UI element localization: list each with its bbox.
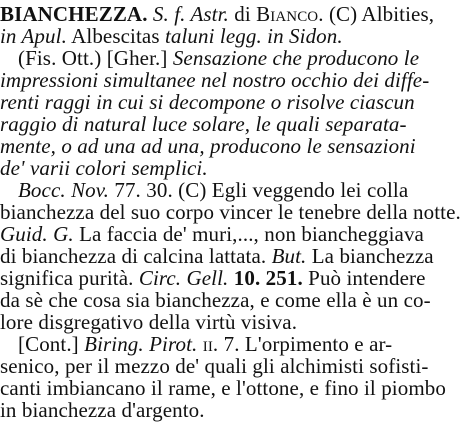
entry-line-16 — [18, 332, 392, 356]
entry-text-run: in Apul. — [0, 24, 67, 48]
entry-text-run: bianchezza del suo corpo vincer le tenebre della notte. — [0, 200, 461, 224]
entry-line-10 — [0, 200, 461, 224]
entry-text-run: Biring. Pirot. — [84, 332, 198, 356]
entry-text-run: [Cont.] — [18, 332, 85, 356]
entry-text-run: senico, per il mezzo de' quali gli alchimisti sofisti- — [0, 354, 429, 378]
entry-line-17 — [0, 354, 429, 378]
entry-text-run: Albescitas — [66, 24, 165, 48]
entry-line-12 — [0, 244, 434, 268]
entry-text-run: Guid. G. — [0, 222, 74, 246]
entry-text-run: di bianchezza di calcina lattata. — [0, 244, 272, 268]
entry-text-run: . (C) Albities, — [318, 2, 435, 26]
entry-text-run: La faccia de' muri,..., non biancheggiava — [73, 222, 424, 246]
entry-line-14 — [0, 288, 431, 312]
entry-line-13 — [0, 266, 426, 290]
entry-line-6 — [0, 112, 407, 136]
entry-text-run: 77. 30. (C) Egli veggendo lei colla — [109, 178, 409, 202]
entry-text-run: significa purità. — [0, 266, 139, 290]
entry-line-18 — [0, 376, 446, 400]
entry-line-9 — [18, 178, 408, 202]
entry-text-run: lore disgregativo della virtù visiva. — [0, 310, 298, 334]
entry-text-run: Può intendere — [302, 266, 426, 290]
entry-text-run: raggio di natural luce solare, le quali separata- — [0, 112, 407, 136]
entry-text-run: But. — [271, 244, 307, 268]
entry-text-run: S. f. Astr. — [147, 2, 229, 26]
entry-text-run: . 7. L'orpimento e ar- — [212, 332, 393, 356]
entry-line-19 — [0, 398, 205, 422]
entry-text-run: BIANCHEZZA. — [0, 2, 148, 26]
entry-text-run: (Fis. Ott.) [Gher.] — [18, 46, 173, 70]
entry-text-run: Bianco — [256, 2, 319, 26]
entry-line-2 — [0, 24, 343, 48]
entry-text-run: ii — [202, 332, 213, 356]
entry-line-7 — [0, 134, 416, 158]
entry-line-15 — [0, 310, 297, 334]
entry-line-5 — [0, 90, 415, 114]
entry-text-run: Sensazione che producono le — [172, 46, 420, 70]
entry-text-run: de' varii colori semplici. — [0, 156, 208, 180]
entry-text-run: 10. 251. — [228, 266, 303, 290]
entry-text-run: renti raggi in cui si decompone o risolve ciascun — [0, 90, 415, 114]
entry-text-run: La bianchezza — [306, 244, 434, 268]
entry-text-run: impressioni simultanee nel nostro occhio dei diffe- — [0, 68, 430, 92]
entry-line-11 — [0, 222, 424, 246]
entry-line-3 — [18, 46, 419, 70]
entry-text-run: taluni legg. in Sidon. — [164, 24, 343, 48]
entry-line-8 — [0, 156, 208, 180]
entry-line-1 — [0, 2, 470, 26]
entry-text-run: da sè che cosa sia bianchezza, e come ella è un co- — [0, 288, 431, 312]
entry-text-run: canti imbiancano il rame, e l'ottone, e fino il piombo — [0, 376, 446, 400]
entry-text-run: di — [228, 2, 257, 26]
entry-text-run: in bianchezza d'argento. — [0, 398, 205, 422]
entry-line-4 — [0, 68, 429, 92]
entry-text-run: Circ. Gell. — [138, 266, 229, 290]
entry-text-run: Bocc. Nov. — [18, 178, 109, 202]
entry-text-run: mente, o ad una ad una, producono le sensazioni — [0, 134, 416, 158]
